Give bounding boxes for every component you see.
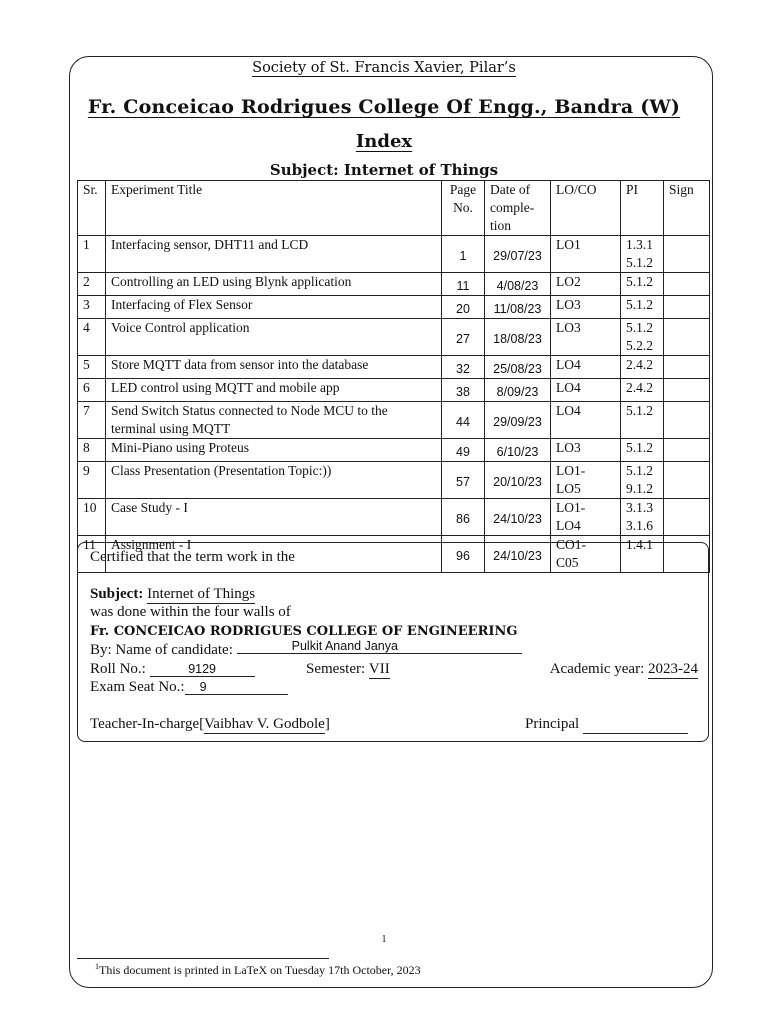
- col-lo: LO/CO: [551, 181, 621, 236]
- row-date: 6/10/23: [485, 439, 551, 462]
- row-title: Interfacing sensor, DHT11 and LCD: [106, 236, 442, 273]
- row-lo: LO3: [551, 296, 621, 319]
- society-heading: Society of St. Francis Xavier, Pilar’s: [252, 60, 516, 76]
- row-page: 57: [442, 462, 485, 499]
- row-pi: 5.1.2: [621, 439, 664, 462]
- row-page: 32: [442, 356, 485, 379]
- table-row: [78, 439, 710, 462]
- table-row: [78, 273, 710, 296]
- table-row: [78, 462, 710, 499]
- row-title: Class Presentation (Presentation Topic:)): [106, 462, 442, 499]
- row-sr: 5: [78, 356, 106, 379]
- row-title: Voice Control application: [106, 319, 442, 356]
- row-title: Case Study - I: [106, 499, 442, 536]
- table-header-row: [78, 181, 710, 236]
- row-sign: [664, 379, 710, 402]
- cert-roll-row: Roll No.: 9129 Semester: VII Academic year: 2023-24: [90, 661, 698, 677]
- row-sr: 2: [78, 273, 106, 296]
- cert-subject-value: Internet of Things: [147, 586, 256, 602]
- col-pi: PI: [621, 181, 664, 236]
- row-lo: LO1- LO4: [551, 499, 621, 536]
- row-lo: LO3: [551, 319, 621, 356]
- academic-year: Academic year: 2023-24: [549, 661, 698, 677]
- col-title: Experiment Title: [106, 181, 442, 236]
- row-title: Controlling an LED using Blynk application: [106, 273, 442, 296]
- row-pi: 5.1.2 9.1.2: [621, 462, 664, 499]
- row-date: 25/08/23: [485, 356, 551, 379]
- row-lo: LO4: [551, 356, 621, 379]
- row-date: 18/08/23: [485, 319, 551, 356]
- row-sign: [664, 356, 710, 379]
- row-sign: [664, 236, 710, 273]
- row-date: 29/07/23: [485, 236, 551, 273]
- table-row: [78, 499, 710, 536]
- row-date: 29/09/23: [485, 402, 551, 439]
- row-lo: CO1- C05: [551, 536, 621, 573]
- row-lo: LO1- LO5: [551, 462, 621, 499]
- row-page: 49: [442, 439, 485, 462]
- row-pi: 5.1.2: [621, 273, 664, 296]
- row-sr: 11: [78, 536, 106, 573]
- row-date: 11/08/23: [485, 296, 551, 319]
- row-sign: [664, 402, 710, 439]
- college-heading: Fr. Conceicao Rodrigues College Of Engg., Bandra (W): [87, 96, 681, 118]
- cert-college: Fr. CONCEICAO RODRIGUES COLLEGE OF ENGINEERING: [90, 624, 518, 639]
- cert-subject: Subject: Internet of Things: [90, 586, 256, 602]
- row-pi: 5.1.2 5.2.2: [621, 319, 664, 356]
- row-date: 20/10/23: [485, 462, 551, 499]
- row-sr: 6: [78, 379, 106, 402]
- row-sr: 8: [78, 439, 106, 462]
- subject-heading: Subject: Internet of Things: [269, 161, 499, 179]
- row-page: 86: [442, 499, 485, 536]
- table-row: [78, 319, 710, 356]
- cert-candidate: By: Name of candidate: Pulkit Anand Janya: [90, 642, 522, 659]
- cert-walls: was done within the four walls of: [90, 604, 291, 620]
- row-pi: 2.4.2: [621, 356, 664, 379]
- table-row: [78, 296, 710, 319]
- roll-number: 9129: [150, 662, 255, 677]
- row-title: Store MQTT data from sensor into the database: [106, 356, 442, 379]
- cert-principal: Principal: [525, 716, 688, 734]
- table-row: [78, 356, 710, 379]
- row-sign: [664, 273, 710, 296]
- row-page: 11: [442, 273, 485, 296]
- table-row: [78, 379, 710, 402]
- col-sign: Sign: [664, 181, 710, 236]
- row-lo: LO2: [551, 273, 621, 296]
- index-table: [77, 180, 710, 573]
- row-date: 24/10/23: [485, 536, 551, 573]
- cert-intro: Certified that the term work in the: [90, 549, 295, 565]
- row-page: 27: [442, 319, 485, 356]
- footnote: $^1$This document is printed in LaTeX on Tuesday 17th October, 2023: [95, 962, 421, 977]
- semester: Semester: VII: [306, 661, 390, 677]
- row-sr: 4: [78, 319, 106, 356]
- row-pi: 1.4.1: [621, 536, 664, 573]
- row-lo: LO1: [551, 236, 621, 273]
- row-lo: LO4: [551, 379, 621, 402]
- row-title: LED control using MQTT and mobile app: [106, 379, 442, 402]
- row-lo: LO4: [551, 402, 621, 439]
- row-pi: 1.3.1 5.1.2: [621, 236, 664, 273]
- row-page: 96: [442, 536, 485, 573]
- index-title: Index: [355, 131, 413, 152]
- row-pi: 5.1.2: [621, 402, 664, 439]
- col-sr: Sr.: [78, 181, 106, 236]
- row-sign: [664, 319, 710, 356]
- row-title: Mini-Piano using Proteus: [106, 439, 442, 462]
- row-page: 44: [442, 402, 485, 439]
- row-page: 20: [442, 296, 485, 319]
- certificate-box: [77, 542, 709, 742]
- candidate-name: Pulkit Anand Janya: [237, 639, 522, 654]
- row-lo: LO3: [551, 439, 621, 462]
- footnote-rule: [77, 958, 329, 959]
- row-page: 38: [442, 379, 485, 402]
- row-page: 1: [442, 236, 485, 273]
- row-date: 4/08/23: [485, 273, 551, 296]
- table-row: [78, 236, 710, 273]
- row-sign: [664, 462, 710, 499]
- cert-teacher: Teacher-In-charge[Vaibhav V. Godbole]: [90, 716, 330, 732]
- row-pi: 3.1.3 3.1.6: [621, 499, 664, 536]
- table-row: [78, 402, 710, 439]
- col-date: Date of comple- tion: [485, 181, 551, 236]
- row-sr: 9: [78, 462, 106, 499]
- seat-number: 9: [185, 680, 288, 695]
- row-sr: 1: [78, 236, 106, 273]
- row-pi: 2.4.2: [621, 379, 664, 402]
- row-sign: [664, 439, 710, 462]
- row-sign: [664, 296, 710, 319]
- col-page: Page No.: [442, 181, 485, 236]
- row-sr: 10: [78, 499, 106, 536]
- row-pi: 5.1.2: [621, 296, 664, 319]
- row-title: Interfacing of Flex Sensor: [106, 296, 442, 319]
- row-date: 8/09/23: [485, 379, 551, 402]
- row-title: Send Switch Status connected to Node MCU to the terminal using MQTT: [106, 402, 442, 439]
- page-number: 1: [381, 934, 387, 945]
- row-sign: [664, 499, 710, 536]
- cert-seat: Exam Seat No.: 9: [90, 679, 288, 696]
- row-title: Assignment - I: [106, 536, 442, 573]
- row-sr: 3: [78, 296, 106, 319]
- teacher-name: Vaibhav V. Godbole: [204, 716, 325, 732]
- row-date: 24/10/23: [485, 499, 551, 536]
- row-sr: 7: [78, 402, 106, 439]
